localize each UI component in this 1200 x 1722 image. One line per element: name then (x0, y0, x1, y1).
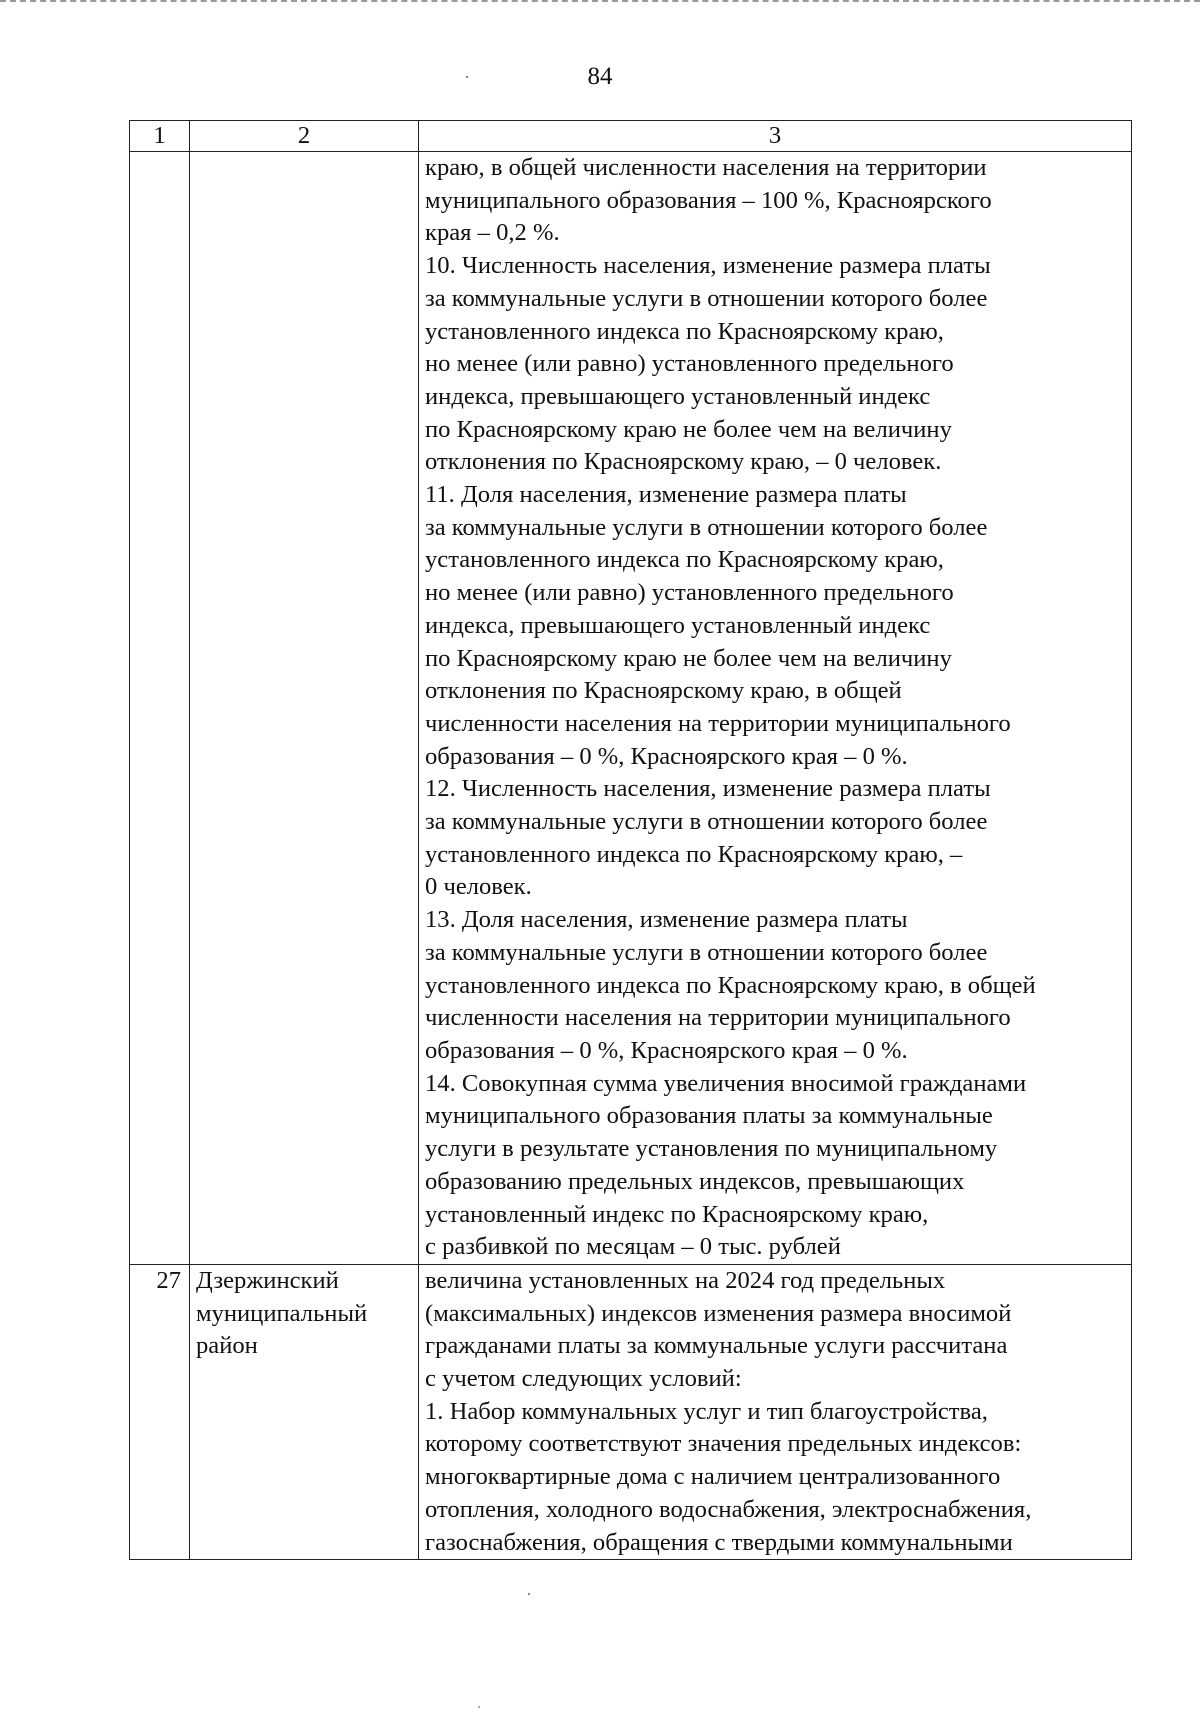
header-col-3: 3 (419, 121, 1132, 152)
text-line: образования – 0 %, Красноярского края – 0 %. (425, 1036, 908, 1064)
scan-speck (528, 1593, 530, 1595)
text-line: 0 человек. (425, 873, 532, 901)
text-line: 12. Численность населения, изменение размера платы (425, 775, 991, 803)
text-line: по Красноярскому краю не более чем на величину (425, 415, 952, 443)
text-line: газоснабжения, обращения с твердыми коммунальными (425, 1528, 1013, 1556)
table-row-27 (130, 1264, 1132, 1559)
text-line: за коммунальные услуги в отношении которого более (425, 284, 988, 312)
text-line: с разбивкой по месяцам – 0 тыс. рублей (425, 1233, 841, 1261)
text-line: 10. Численность населения, изменение размера платы (425, 252, 991, 280)
text-line: численности населения на территории муниципального (425, 1004, 1011, 1032)
text-line: которому соответствуют значения предельных индексов: (425, 1430, 1022, 1458)
scan-speck (478, 1706, 480, 1708)
document-table (129, 120, 1132, 1560)
header-col-1: 1 (130, 121, 190, 152)
text-line: за коммунальные услуги в отношении которого более (425, 808, 988, 836)
text-line: 14. Совокупная сумма увеличения вносимой гражданами (425, 1069, 1027, 1097)
text-line: образованию предельных индексов, превышающих (425, 1167, 965, 1195)
text-line: отклонения по Красноярскому краю, в общей (425, 677, 902, 705)
text-line: муниципальный (196, 1299, 368, 1327)
description-cell (419, 152, 1132, 1265)
text-line: 11. Доля населения, изменение размера платы (425, 481, 907, 509)
text-line: численности населения на территории муниципального (425, 709, 1011, 737)
text-line: с учетом следующих условий: (425, 1365, 742, 1393)
text-line: многоквартирные дома с наличием централизованного (425, 1463, 1001, 1491)
text-line: краю, в общей численности населения на территории (425, 154, 987, 181)
text-line: муниципального образования – 100 %, Красноярского (425, 186, 992, 214)
text-line: 1. Набор коммунальных услуг и тип благоустройства, (425, 1397, 988, 1425)
text-line: услуги в результате установления по муниципальному (425, 1135, 998, 1163)
description-cell (419, 1264, 1132, 1559)
text-line: установленного индекса по Красноярскому краю, (425, 317, 944, 345)
row-number-cell (130, 152, 190, 1265)
municipality-cell (190, 152, 419, 1265)
table-row-continuation (130, 152, 1132, 1265)
text-line: установленного индекса по Красноярскому краю, – (425, 840, 963, 868)
text-line: края – 0,2 %. (425, 219, 560, 247)
table-header-row (130, 121, 1132, 152)
text-line: установленного индекса по Красноярскому краю, (425, 546, 944, 574)
text-line: индекса, превышающего установленный индекс (425, 611, 931, 639)
text-line: за коммунальные услуги в отношении которого более (425, 513, 988, 541)
text-line: Дзержинский (196, 1266, 339, 1294)
scan-top-edge (0, 0, 1200, 5)
text-line: величина установленных на 2024 год предельных (425, 1266, 946, 1294)
text-line: отопления, холодного водоснабжения, электроснабжения, (425, 1495, 1032, 1523)
text-line: индекса, превышающего установленный индекс (425, 382, 931, 410)
text-line: но менее (или равно) установленного предельного (425, 579, 954, 607)
text-line: образования – 0 %, Красноярского края – 0 %. (425, 742, 908, 770)
text-line: за коммунальные услуги в отношении которого более (425, 938, 988, 966)
scan-speck (466, 76, 468, 78)
header-col-2: 2 (190, 121, 419, 152)
text-line: отклонения по Красноярскому краю, – 0 человек. (425, 448, 942, 476)
text-line: но менее (или равно) установленного предельного (425, 350, 954, 378)
page-number: 84 (587, 63, 613, 90)
text-line: по Красноярскому краю не более чем на величину (425, 644, 952, 672)
text-line: район (196, 1332, 258, 1360)
municipality-cell (190, 1264, 419, 1559)
text-line: установленный индекс по Красноярскому краю, (425, 1200, 929, 1228)
text-line: установленного индекса по Красноярскому краю, в общей (425, 971, 1036, 999)
text-line: 13. Доля населения, изменение размера платы (425, 906, 908, 934)
row-number-cell: 27 (130, 1264, 190, 1559)
text-line: (максимальных) индексов изменения размера вносимой (425, 1299, 1012, 1327)
text-line: муниципального образования платы за коммунальные (425, 1102, 993, 1130)
text-line: гражданами платы за коммунальные услуги рассчитана (425, 1332, 1008, 1360)
